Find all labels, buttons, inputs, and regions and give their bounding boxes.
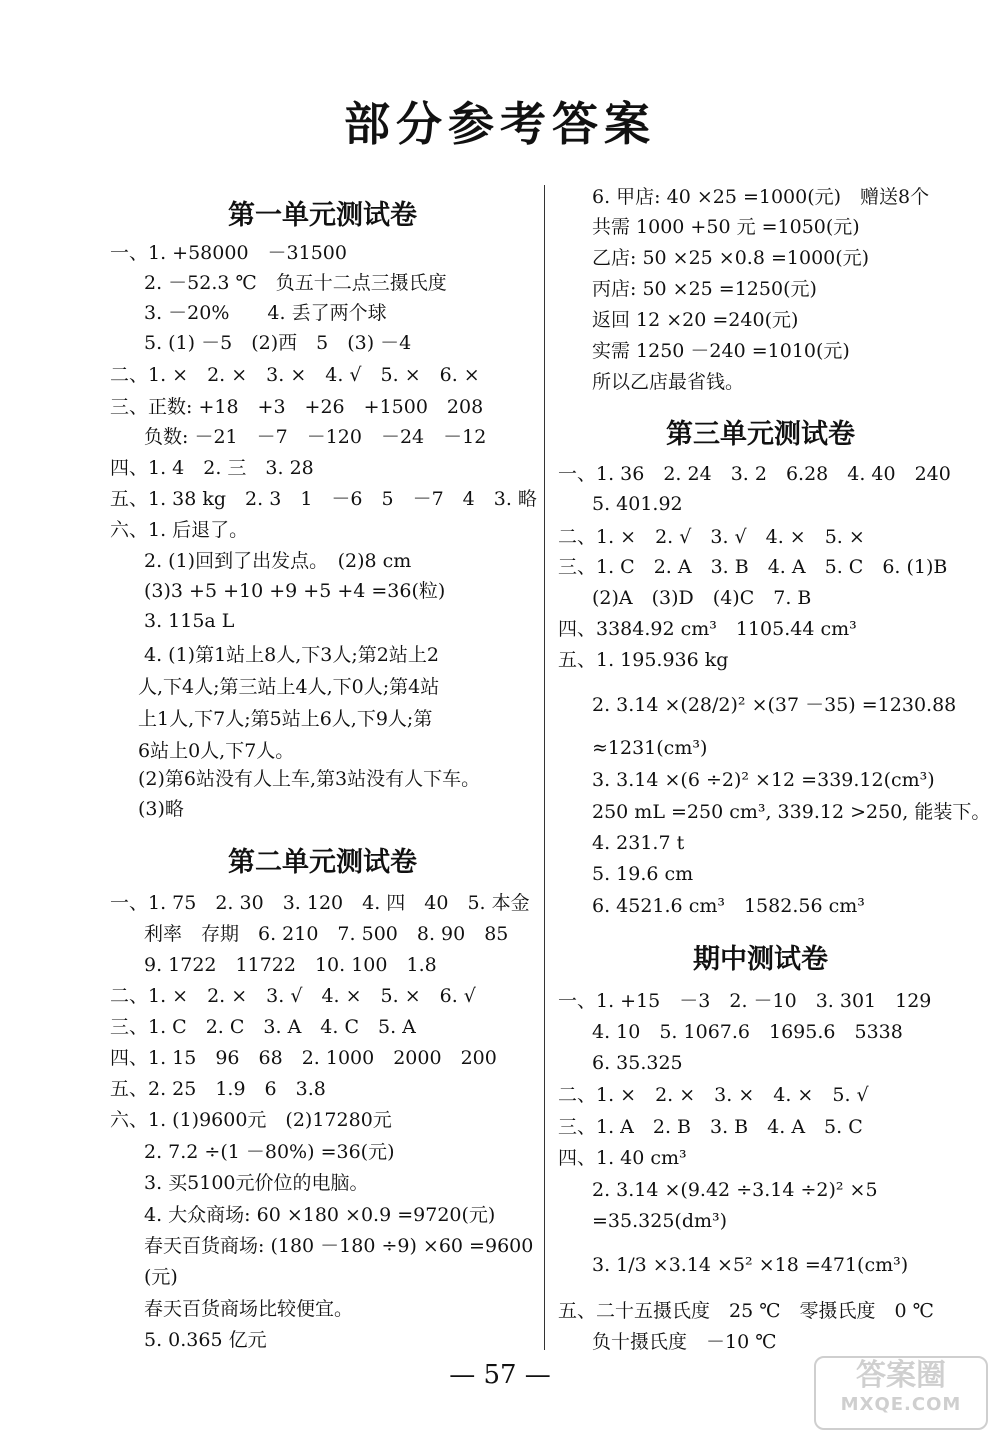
answer-line: 四、1. 40 cm³ [558, 1147, 687, 1169]
watermark-text-cn: 答案圈 [856, 1358, 946, 1393]
answer-line: 丙店: 50 ×25 =1250(元) [592, 278, 817, 300]
answer-line: 一、1. 75 2. 30 3. 120 4. 四 40 5. 本金 [110, 892, 530, 914]
answer-line: 2. －52.3 ℃ 负五十二点三摄氏度 [144, 272, 447, 294]
answer-line: 4. 10 5. 1067.6 1695.6 5338 [592, 1021, 903, 1043]
answer-line: 六、1. (1)9600元 (2)17280元 [110, 1109, 392, 1131]
answer-line: 二、1. × 2. × 3. √ 4. × 5. × 6. √ [110, 985, 476, 1007]
answer-line: 四、3384.92 cm³ 1105.44 cm³ [558, 618, 857, 640]
answer-line: 2. (1)回到了出发点。 (2)8 cm [144, 550, 412, 572]
answer-line: (元) [144, 1266, 178, 1288]
answer-line: 五、1. 38 kg 2. 3 1 －6 5 －7 4 3. 略 [110, 488, 537, 510]
answer-line: =35.325(dm³) [592, 1210, 728, 1232]
answer-line: 3. 1/3 ×3.14 ×5² ×18 =471(cm³) [592, 1254, 909, 1276]
answer-line: 六、1. 后退了。 [110, 519, 249, 541]
answer-line: 3. 3.14 ×(6 ÷2)² ×12 =339.12(cm³) [592, 769, 935, 791]
answer-line: 3. －20% 4. 丢了两个球 [144, 302, 387, 324]
answer-line: 上1人,下7人;第5站上6人,下9人;第 [138, 708, 433, 730]
answer-line: 春天百货商场: (180 －180 ÷9) ×60 =9600 [144, 1235, 534, 1257]
answer-line: (2)第6站没有人上车,第3站没有人下车。 [138, 768, 481, 790]
answer-line: 5. 19.6 cm [592, 863, 694, 885]
answer-line: 四、1. 15 96 68 2. 1000 2000 200 [110, 1047, 497, 1069]
answer-line: 5. 401.92 [592, 493, 683, 515]
answer-line: 3. 买5100元价位的电脑。 [144, 1172, 369, 1194]
answer-line: 一、1. 36 2. 24 3. 2 6.28 4. 40 240 [558, 463, 951, 485]
answer-line: 人,下4人;第三站上4人,下0人;第4站 [138, 676, 440, 698]
answer-line: 4. 大众商场: 60 ×180 ×0.9 =9720(元) [144, 1204, 496, 1226]
unit2-heading: 第二单元测试卷 [228, 847, 417, 878]
answer-line: (3)略 [138, 798, 184, 820]
answer-line: 二、1. × 2. × 3. × 4. √ 5. × 6. × [110, 364, 480, 386]
answer-line: 4. 231.7 t [592, 832, 685, 854]
answer-line: 三、1. C 2. A 3. B 4. A 5. C 6. (1)B [558, 556, 948, 578]
answer-line: 利率 存期 6. 210 7. 500 8. 90 85 [144, 923, 509, 945]
answer-line: (3)3 +5 +10 +9 +5 +4 =36(粒) [144, 580, 446, 602]
page-title: 部分参考答案 [344, 97, 656, 151]
answer-line: 三、正数: +18 +3 +26 +1500 208 [110, 396, 484, 418]
answer-line: 所以乙店最省钱。 [592, 371, 745, 393]
answer-line: (2)A (3)D (4)C 7. B [592, 587, 812, 609]
answer-line: 三、1. A 2. B 3. B 4. A 5. C [558, 1116, 863, 1138]
answer-line: 负数: －21 －7 －120 －24 －12 [144, 426, 487, 448]
answer-line: 2. 3.14 ×(28/2)² ×(37 －35) =1230.88 [592, 694, 957, 716]
answer-line: 250 mL =250 cm³, 339.12 >250, 能装下。 [592, 801, 991, 823]
answer-line: 春天百货商场比较便宜。 [144, 1298, 354, 1320]
answer-line: 三、1. C 2. C 3. A 4. C 5. A [110, 1016, 416, 1038]
answer-line: 6. 甲店: 40 ×25 =1000(元) 赠送8个 [592, 186, 930, 208]
answer-line: 实需 1250 －240 =1010(元) [592, 340, 850, 362]
answer-line: 6. 4521.6 cm³ 1582.56 cm³ [592, 895, 865, 917]
answer-line: 2. 7.2 ÷(1 －80%) =36(元) [144, 1141, 395, 1163]
answer-line: 四、1. 4 2. 三 3. 28 [110, 457, 314, 479]
answer-line: 乙店: 50 ×25 ×0.8 =1000(元) [592, 247, 870, 269]
answer-line: ≈1231(cm³) [592, 737, 708, 759]
answer-line: 共需 1000 +50 元 =1050(元) [592, 216, 860, 238]
unit1-heading: 第一单元测试卷 [228, 200, 417, 231]
column-divider [544, 185, 545, 1350]
answer-line: 一、1. +15 －3 2. －10 3. 301 129 [558, 990, 932, 1012]
answer-line: 4. (1)第1站上8人,下3人;第2站上2 [144, 644, 439, 666]
answer-line: 6站上0人,下7人。 [138, 740, 295, 762]
midterm-heading: 期中测试卷 [693, 944, 828, 975]
answer-line: 3. 115a L [144, 610, 235, 632]
answer-line: 负十摄氏度 －10 ℃ [592, 1331, 777, 1353]
answer-line: 二、1. × 2. × 3. × 4. × 5. √ [558, 1084, 869, 1106]
unit3-heading: 第三单元测试卷 [666, 419, 855, 450]
watermark-text-en: MXQE.COM [840, 1394, 962, 1415]
answer-line: 6. 35.325 [592, 1052, 683, 1074]
watermark-logo [814, 1356, 988, 1430]
answer-line: 五、二十五摄氏度 25 ℃ 零摄氏度 0 ℃ [558, 1300, 934, 1322]
answer-line: 5. (1) －5 (2)西 5 (3) －4 [144, 332, 412, 354]
answer-line: 五、2. 25 1.9 6 3.8 [110, 1078, 326, 1100]
answer-line: 五、1. 195.936 kg [558, 649, 729, 671]
answer-line: 5. 0.365 亿元 [144, 1329, 267, 1351]
answer-line: 2. 3.14 ×(9.42 ÷3.14 ÷2)² ×5 [592, 1179, 878, 1201]
answer-line: 一、1. +58000 －31500 [110, 242, 347, 264]
answer-line: 9. 1722 11722 10. 100 1.8 [144, 954, 437, 976]
page-number: — 57 — [449, 1360, 551, 1390]
answer-line: 二、1. × 2. √ 3. √ 4. × 5. × [558, 526, 865, 548]
answer-line: 返回 12 ×20 =240(元) [592, 309, 799, 331]
